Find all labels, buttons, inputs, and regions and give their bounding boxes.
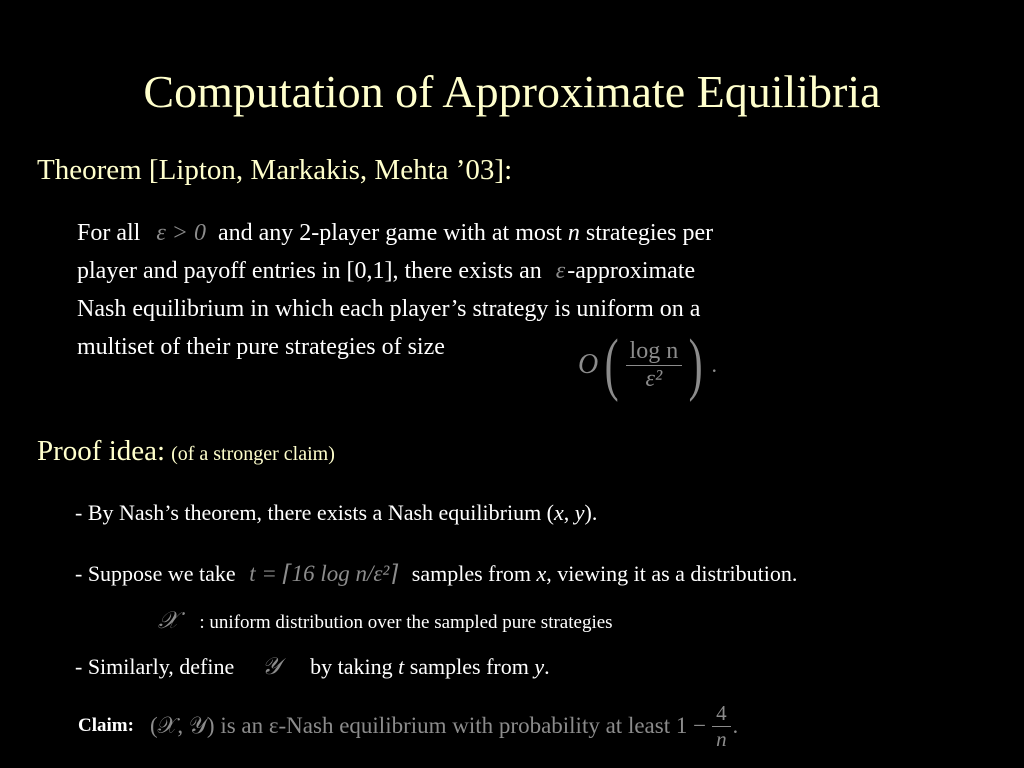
theorem-line-2: player and payoff entries in [0,1], there exists an ε-approximate bbox=[77, 258, 696, 284]
theorem-line-1: For all ε > 0 and any 2-player game with at most n strategies per bbox=[77, 220, 714, 246]
proof-heading-row bbox=[37, 435, 335, 468]
claim-fraction: $\frac{4}{n}$ bbox=[712, 701, 731, 752]
proof-bullet-2: - Suppose we take t = ⌈16 log n/ε²⌉ samples from x, viewing it as a distribution. bbox=[75, 561, 798, 586]
proof-heading: Proof idea: bbox=[37, 435, 166, 467]
proof-bullet-3: - Similarly, define 𝒴 by taking t samples from y. bbox=[75, 654, 550, 680]
theorem-heading: Theorem [Lipton, Markakis, Mehta ’03]: bbox=[37, 154, 513, 186]
epsilon-symbol: ε bbox=[555, 258, 566, 284]
theorem-line-3: Nash equilibrium in which each player’s strategy is uniform on a bbox=[77, 296, 701, 322]
epsilon-positive-formula: ε > 0 bbox=[156, 220, 206, 246]
slide-title: Computation of Approximate Equilibria bbox=[143, 66, 881, 117]
theorem-line-4: multiset of their pure strategies of size bbox=[77, 334, 445, 360]
calligraphic-x-symbol: 𝒳 bbox=[158, 608, 179, 634]
calligraphic-y-symbol: 𝒴 bbox=[261, 654, 281, 680]
proof-bullet-1: - By Nash’s theorem, there exists a Nash equilibrium (x, y). bbox=[75, 500, 598, 525]
claim-row: Claim: (𝒳, 𝒴) is an ε-Nash equilibrium with probability at least 1 − $\frac{4}{n}$ . bbox=[78, 700, 739, 751]
sample-count-formula: t = ⌈16 log n/ε²⌉ bbox=[249, 561, 399, 586]
big-o-size-formula: O ( $\frac{\text{log n}}{\text{ε²}}$ ) . bbox=[578, 326, 718, 403]
claim-label: Claim: bbox=[78, 715, 134, 736]
proof-note: (of a stronger claim) bbox=[171, 443, 335, 465]
x-distribution-note: 𝒳 : uniform distribution over the sampled pure strategies bbox=[158, 608, 613, 634]
claim-formula: (𝒳, 𝒴) is an ε-Nash equilibrium with probability at least 1 − bbox=[149, 713, 707, 738]
